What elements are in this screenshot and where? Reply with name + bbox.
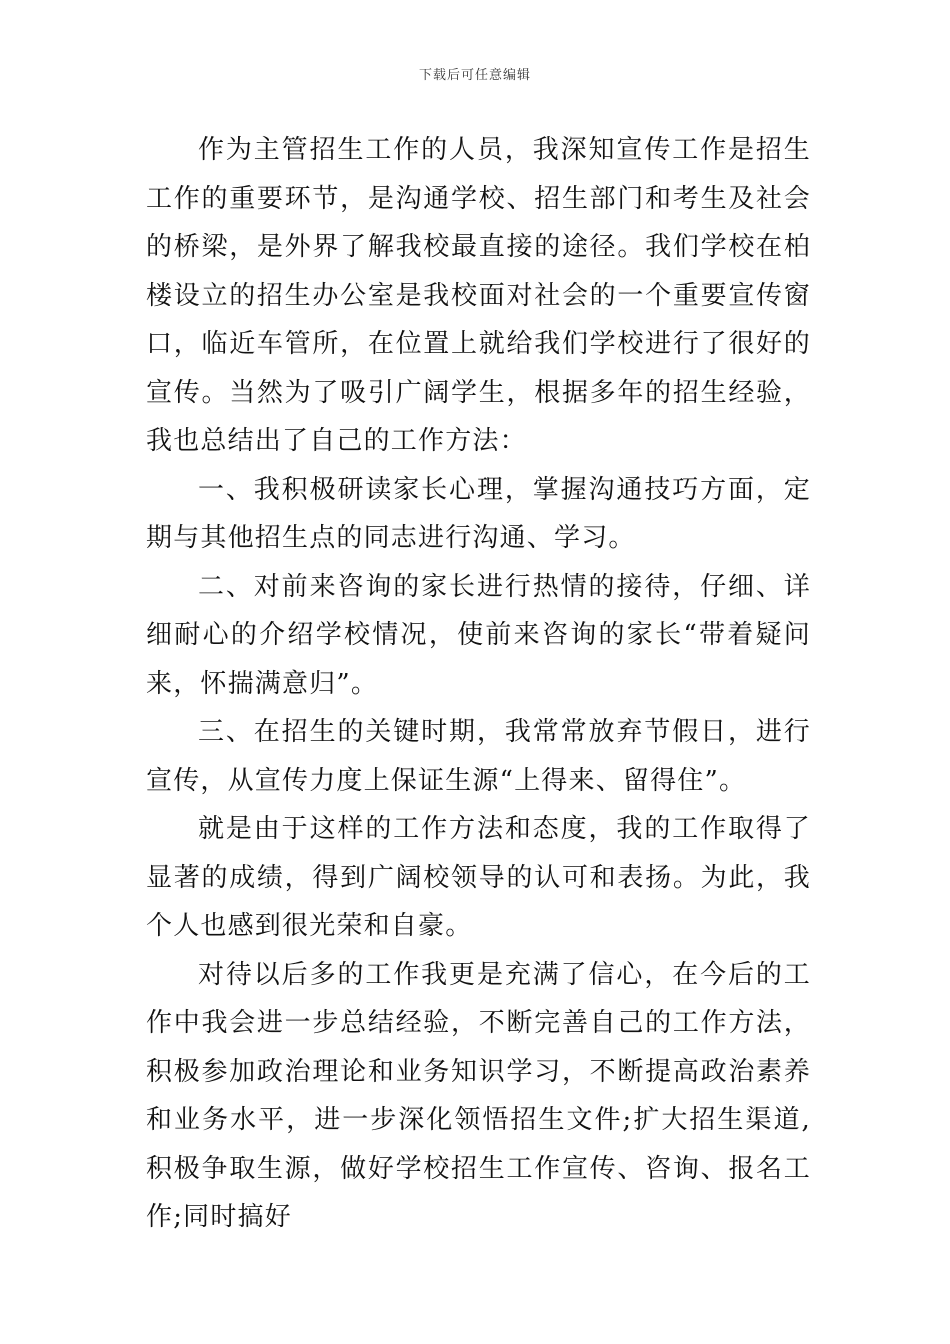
paragraph-future: 对待以后多的工作我更是充满了信心，在今后的工作中我会进一步总结经验，不断完善自己的工作方法，积极参加政治理论和业务知识学习，不断提高政治素养和业务水平，进一步深化领悟招生文件;扩大招生渠道,积极争取生源，做好学校招生工作宣传、咨询、报名工作;同时搞好 <box>146 959 811 1232</box>
page-header: 下载后可任意编辑 <box>418 68 531 83</box>
paragraph-method-3: 三、在招生的关键时期，我常常放弃节假日，进行宣传，从宣传力度上保证生源“上得来、留得住”。 <box>146 717 811 796</box>
paragraph-method-2: 二、对前来咨询的家长进行热情的接待，仔细、详细耐心的介绍学校情况，使前来咨询的家长“带着疑问来，怀揣满意归”。 <box>146 571 811 699</box>
document-body <box>146 126 811 1242</box>
paragraph-results: 就是由于这样的工作方法和态度，我的工作取得了显著的成绩，得到广阔校领导的认可和表扬。为此，我个人也感到很光荣和自豪。 <box>146 814 811 941</box>
paragraph-method-1: 一、我积极研读家长心理，掌握沟通技巧方面，定期与其他招生点的同志进行沟通、学习。 <box>146 474 811 553</box>
paragraph-intro: 作为主管招生工作的人员，我深知宣传工作是招生工作的重要环节，是沟通学校、招生部门和考生及社会的桥梁，是外界了解我校最直接的途径。我们学校在柏楼设立的招生办公室是我校面对社会的一个重要宣传窗口，临近车管所，在位置上就给我们学校进行了很好的宣传。当然为了吸引广阔学生，根据多年的招生经验，我也总结出了自己的工作方法： <box>146 135 811 456</box>
